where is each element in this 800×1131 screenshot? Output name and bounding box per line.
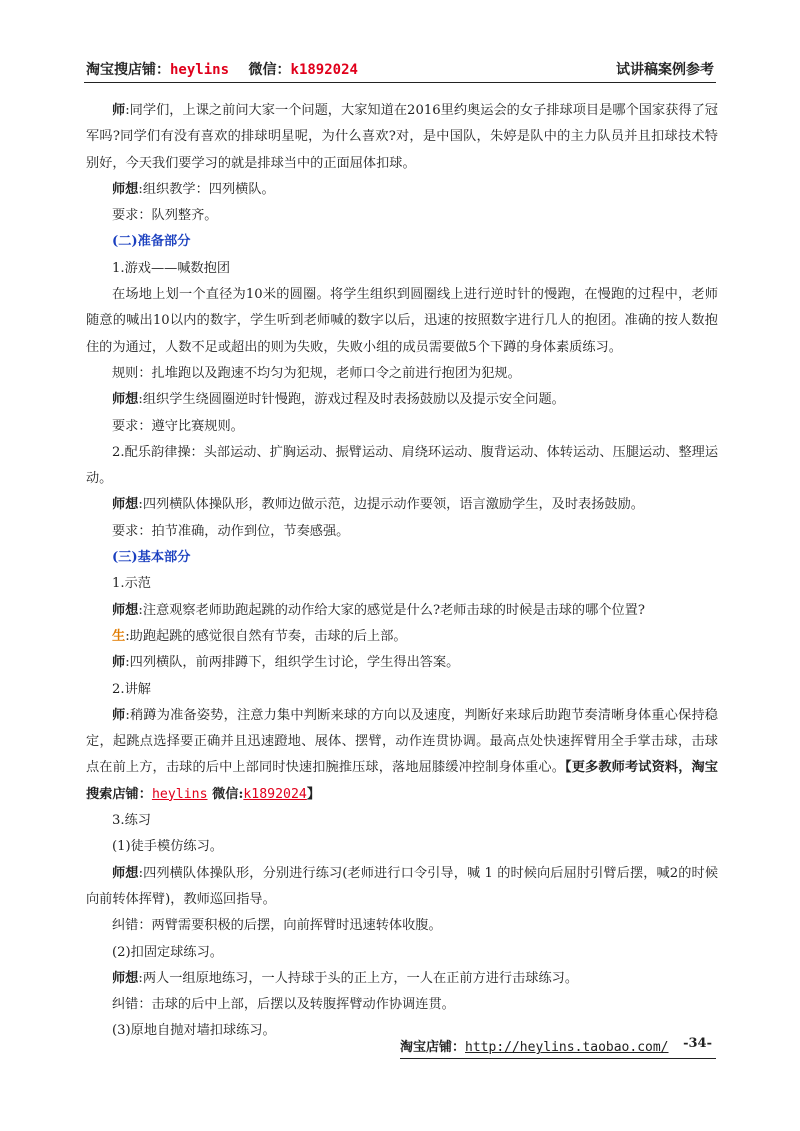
speaker-label: 师 [112, 655, 126, 671]
paragraph [86, 966, 718, 992]
paragraph: 在场地上划一个直径为10米的圆圈。将学生组织到圆圈线上进行逆时针的慢跑，在慢跑的过程中，老师随意的喊出10以内的数字，学生听到老师喊的数字以后，迅速的按照数字进行几人的抱团。准确的按人数抱住的为通过，人数不足或超出的则为失败，失败小组的成员需要做5个下蹲的身体素质练习。 [86, 287, 718, 355]
paragraph [86, 98, 718, 177]
paragraph: 纠错：两臂需要积极的后摆，向前挥臂时迅速转体收腹。 [112, 918, 442, 934]
paragraph: (2)扣固定球练习。 [112, 944, 223, 960]
paragraph [86, 598, 718, 624]
paragraph: 要求：拍节准确，动作到位，节奏感强。 [112, 523, 350, 539]
speaker-label: 师 [112, 707, 126, 723]
paragraph-text: :四列横队体操队形，分别进行练习(老师进行口令引导，喊 1 的时候向后屈肘引臂后摆，喊2的时候向前转体挥臂)，教师巡回指导。 [86, 865, 719, 907]
paragraph-text: :四列横队体操队形，教师边做示范，边提示动作要领，语言激励学生，及时表扬鼓励。 [138, 497, 644, 513]
promo-wechat-label: 微信: [207, 786, 244, 802]
paragraph-text: :助跑起跳的感觉很自然有节奏，击球的后上部。 [125, 628, 407, 644]
paragraph-text: :稍蹲为准备姿势，注意力集中判断来球的方向以及速度，判断好来球后助跑节奏清晰身体重心保持稳定，起跳点选择要正确并且迅速蹬地、展体、摆臂，动作连贯协调。最高点处快速挥臂用全手掌击球，击球点在前上方，击球的后中上部同时快速扣腕推压球，落地屈膝缓冲控制身体重心。 [86, 707, 718, 776]
paragraph: 2.讲解 [112, 681, 151, 697]
speaker-label: 师想 [112, 497, 139, 513]
header-shop-name: heylins [170, 62, 230, 78]
section-heading: (三)基本部分 [112, 550, 191, 566]
paragraph: 要求：遵守比赛规则。 [112, 418, 244, 434]
paragraph: 3.练习 [112, 813, 151, 829]
speaker-label: 师想 [112, 602, 139, 618]
speaker-label: 师想 [112, 181, 139, 197]
paragraph-text: :组织学生绕圆圈逆时针慢跑，游戏过程及时表扬鼓励以及提示安全问题。 [138, 392, 565, 408]
paragraph [86, 492, 718, 518]
paragraph [86, 650, 718, 676]
paragraph-text: :两人一组原地练习，一人持球于头的正上方，一人在正前方进行击球练习。 [138, 970, 579, 986]
speaker-label: 师想 [112, 865, 139, 881]
paragraph: (3)原地自抛对墙扣球练习。 [112, 1023, 276, 1039]
paragraph [86, 624, 718, 650]
header-wechat-label: 微信： [248, 62, 291, 78]
paragraph [86, 703, 718, 808]
speaker-label: 师 [112, 103, 126, 118]
paragraph: 规则：扎堆跑以及跑速不均匀为犯规，老师口令之前进行抱团为犯规。 [112, 365, 521, 381]
paragraph: (1)徒手模仿练习。 [112, 839, 223, 855]
paragraph: 1.示范 [112, 576, 151, 592]
paragraph-text: :同学们，上课之前问大家一个问题，大家知道在2016里约奥运会的女子排球项目是哪个国家获得了冠军吗?同学们有没有喜欢的排球明星呢，为什么喜欢?对，是中国队，朱婷是队中的主力队员并且扣球技术特别好，今天我们要学习的就是排球当中的正面屈体扣球。 [86, 103, 718, 171]
promo-wechat-link[interactable]: k1892024 [243, 786, 307, 802]
promo-shop-link[interactable]: heylins [151, 786, 208, 802]
page-header [84, 56, 716, 83]
paragraph-text: :四列横队，前两排蹲下，组织学生讨论，学生得出答案。 [125, 655, 460, 671]
section-heading: (二)准备部分 [112, 234, 191, 250]
promo-prefix: 【更多教师考试资料，淘宝搜索店铺： [86, 760, 718, 802]
student-label: 生 [112, 628, 126, 644]
paragraph [86, 387, 718, 413]
page-footer [400, 1036, 716, 1059]
paragraph: 2.配乐韵律操：头部运动、扩胸运动、振臂运动、肩绕环运动、腹背运动、体转运动、压腿运动、整理运动。 [86, 444, 719, 487]
header-shop-label: 淘宝搜店铺： [86, 62, 170, 78]
paragraph: 1.游戏——喊数抱团 [112, 260, 231, 276]
document-body [86, 98, 718, 1045]
paragraph [86, 861, 718, 914]
paragraph-text: :注意观察老师助跑起跳的动作给大家的感觉是什么?老师击球的时候是击球的哪个位置? [138, 602, 645, 618]
header-shop-info [86, 59, 358, 79]
speaker-label: 师想 [112, 392, 139, 408]
header-wechat-id: k1892024 [290, 62, 358, 78]
footer-url-link[interactable]: http://heylins.taobao.com/ [465, 1040, 669, 1055]
promo-suffix: 】 [306, 786, 321, 802]
page-number: -34- [683, 1036, 712, 1051]
header-title: 试讲稿案例参考 [616, 62, 714, 78]
paragraph: 纠错：击球的后中上部，后摆以及转腹挥臂动作协调连贯。 [112, 997, 455, 1013]
paragraph [86, 177, 718, 203]
speaker-label: 师想 [112, 970, 139, 986]
paragraph: 要求：队列整齐。 [112, 208, 218, 224]
footer-label: 淘宝店铺： [400, 1040, 466, 1055]
paragraph-text: :组织教学：四列横队。 [138, 181, 275, 197]
